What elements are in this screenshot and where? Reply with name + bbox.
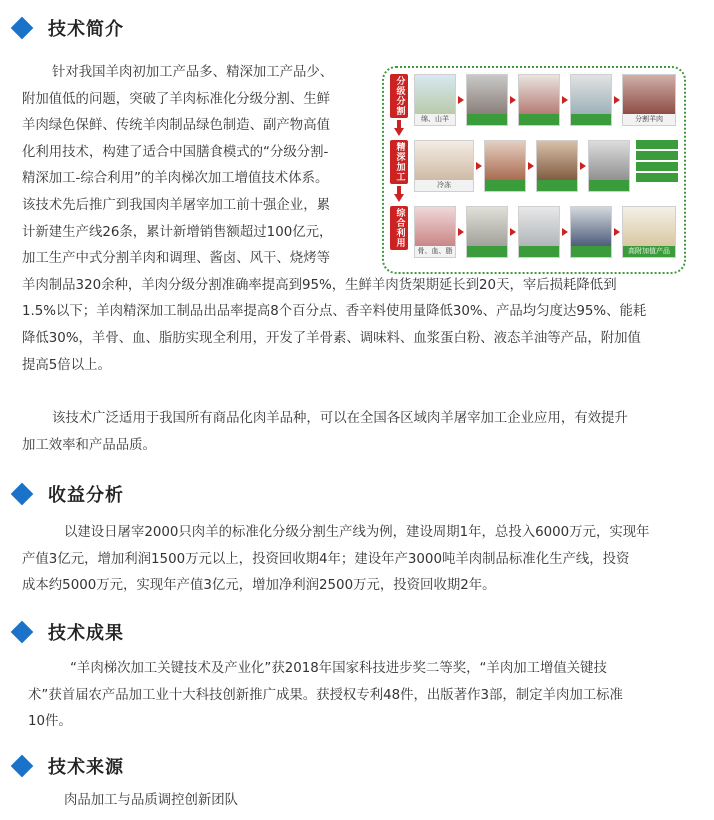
section-header-intro [10, 14, 124, 42]
text-line: 该技术广泛适用于我国所有商品化肉羊品种，可以在全国各区域肉羊屠宰加工企业应用，有效提升 [52, 411, 628, 426]
section-header-benefit [10, 480, 124, 508]
section-title: 技术来源 [48, 757, 124, 778]
photo-caption: 绵、山羊 [415, 114, 455, 125]
arrow-right-icon [510, 96, 516, 104]
process-photo-products [622, 206, 676, 258]
arrow-right-icon [458, 96, 464, 104]
text-line: 以建设日屠宰2000只肉羊的标准化分级分割生产线为例，建设周期1年，总投入6000万元，实现年 [64, 525, 650, 540]
achievement-paragraph [28, 656, 692, 736]
process-photo-carcass [518, 74, 560, 126]
down-arrow-icon [394, 128, 404, 136]
text-line: 计新建生产线26条，累计新增销售额超过100亿元， [22, 224, 333, 240]
process-photo-cold-storage [414, 140, 474, 192]
product-item [636, 173, 678, 182]
arrow-right-icon [528, 162, 534, 170]
text-line: 降低30%，羊骨、血、脂肪实现全利用，开发了羊骨素、调味料、血浆蛋白粉、液态羊油等产品，附加值 [22, 330, 641, 346]
section-title: 收益分析 [48, 485, 124, 506]
photo-caption: 冷冻 [415, 180, 473, 191]
process-photo-slaughter [466, 74, 508, 126]
arrow-right-icon [562, 228, 568, 236]
text-line: 针对我国羊肉初加工产品多、精深加工产品少、 [52, 65, 334, 80]
photo-caption: 分割羊肉 [623, 114, 675, 125]
text-line: 附加值低的问题，突破了羊肉标准化分级分割、生鲜 [22, 91, 330, 107]
photo-caption [519, 246, 559, 257]
intro-paragraph-2 [22, 406, 692, 459]
photo-caption [485, 180, 525, 191]
photo-caption [537, 180, 577, 191]
arrow-right-icon [562, 96, 568, 104]
process-photo-equipment [518, 206, 560, 258]
text-line: “羊肉梯次加工关键技术及产业化”获2018年国家科技进步奖二等奖，“羊肉加工增值关键技 [70, 661, 607, 676]
text-line: 肉品加工与品质调控创新团队 [64, 793, 239, 808]
photo-caption: 高附加值产品 [623, 246, 675, 257]
process-figure [382, 66, 686, 274]
arrow-right-icon [476, 162, 482, 170]
process-photo-machine [570, 206, 612, 258]
benefit-paragraph [22, 520, 692, 600]
process-photo-byproducts [414, 206, 456, 258]
process-photo-extraction [466, 206, 508, 258]
photo-caption [467, 246, 507, 257]
text-line: 产值3亿元，增加利润1500万元以上，投资回收期4年；建设年产3000吨羊肉制品标准化生产线，投资 [22, 551, 630, 567]
diamond-bullet-icon [11, 755, 34, 778]
section-header-achievement [10, 618, 124, 646]
stage-label-utilization: 综合利用 [390, 206, 408, 250]
photo-caption: 骨、血、脂 [415, 246, 455, 257]
product-list [636, 140, 678, 184]
down-arrow-shaft [397, 120, 401, 128]
arrow-right-icon [614, 228, 620, 236]
diamond-bullet-icon [11, 621, 34, 644]
text-line: 术”获首届农产品加工业十大科技创新推广成果。获授权专利48件，出版著作3部，制定羊肉加工标准 [28, 687, 623, 703]
text-line: 羊肉制品320余种，羊肉分级分割准确率提高到95%，生鲜羊肉货架期延长到20天，宰后损耗降低到 [22, 277, 617, 293]
text-line: 羊肉绿色保鲜、传统羊肉制品绿色制造、副产物高值 [22, 118, 330, 134]
down-arrow-icon [394, 194, 404, 202]
product-item [636, 162, 678, 171]
photo-caption [519, 114, 559, 125]
section-header-source [10, 752, 124, 780]
text-line: 化利用技术，构建了适合中国膳食模式的“分级分割- [22, 144, 329, 160]
photo-caption [589, 180, 629, 191]
text-line: 成本约5000万元，实现年产值3亿元，增加净利润2500万元，投资回收期2年。 [22, 578, 496, 594]
text-line: 提高5倍以上。 [22, 357, 111, 373]
product-item [636, 140, 678, 149]
text-line: 加工生产中式分割羊肉和调理、酱卤、风干、烧烤等 [22, 251, 330, 267]
arrow-right-icon [458, 228, 464, 236]
process-photo-cuts [622, 74, 676, 126]
down-arrow-shaft [397, 186, 401, 194]
photo-caption [571, 114, 611, 125]
process-photo-sheep [414, 74, 456, 126]
text-line: 加工效率和产品品质。 [22, 437, 156, 453]
stage-label-deep-processing: 精深加工 [390, 140, 408, 184]
process-photo-cutting [570, 74, 612, 126]
product-item [636, 151, 678, 160]
process-photo-marinating [484, 140, 526, 192]
stage-label-grading: 分级分割 [390, 74, 408, 118]
process-photo-packaging [588, 140, 630, 192]
photo-caption [467, 114, 507, 125]
photo-caption [571, 246, 611, 257]
arrow-right-icon [614, 96, 620, 104]
diamond-bullet-icon [11, 483, 34, 506]
arrow-right-icon [580, 162, 586, 170]
section-title: 技术成果 [48, 623, 124, 644]
section-title: 技术简介 [48, 19, 124, 40]
source-paragraph [64, 788, 664, 815]
text-line: 10件。 [28, 714, 72, 730]
process-photo-cooking [536, 140, 578, 192]
text-line: 精深加工-综合利用”的羊肉梯次加工增值技术体系。 [22, 171, 329, 187]
text-line: 该技术先后推广到我国肉羊屠宰加工前十强企业，累 [22, 197, 330, 213]
arrow-right-icon [510, 228, 516, 236]
diamond-bullet-icon [11, 17, 34, 40]
text-line: 1.5%以下；羊肉精深加工制品出品率提高8个百分点、香辛料使用量降低30%、产品均匀度达95%、能耗 [22, 304, 647, 320]
